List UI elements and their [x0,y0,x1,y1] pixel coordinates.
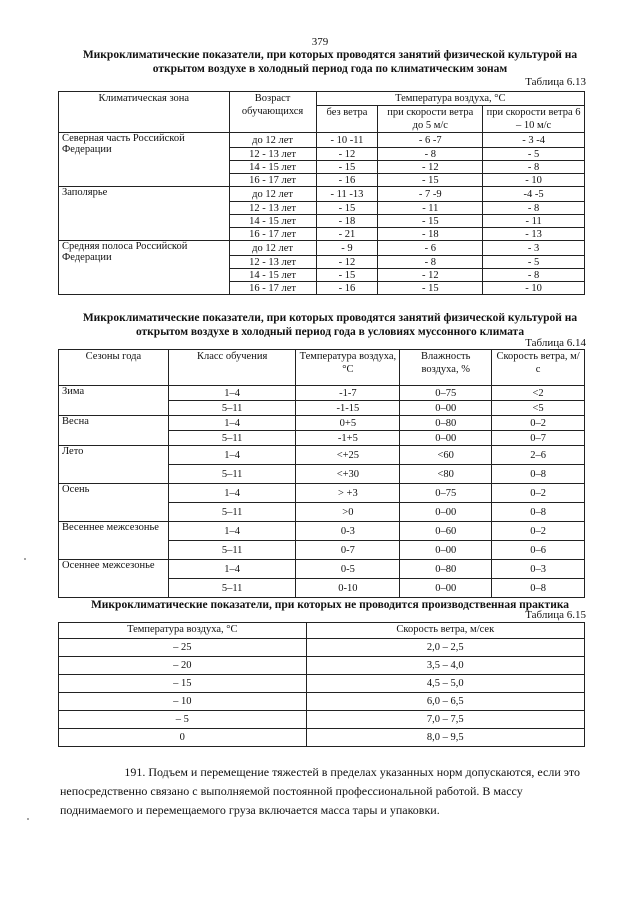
age-cell: 14 - 15 лет [229,215,316,228]
table-row [59,729,585,747]
wind-speed-cell: 3,5 – 4,0 [306,657,584,675]
wind-speed-cell: 7,0 – 7,5 [306,711,584,729]
age-cell: 12 - 13 лет [229,148,316,161]
temp-wind-10-cell: - 5 [483,256,585,269]
wind-speed-cell: 0–2 [492,522,585,541]
table-row [59,484,585,503]
age-cell: 12 - 13 лет [229,202,316,215]
class-cell: 1–4 [168,560,296,579]
humidity-cell: 0–80 [400,560,492,579]
table-row [59,386,585,401]
temperature-cell: 0-3 [296,522,400,541]
temp-wind-5-cell: - 15 [378,282,483,295]
age-cell: до 12 лет [229,133,316,148]
wind-speed-cell: 0–8 [492,503,585,522]
table-613-title [50,48,610,76]
humidity-cell: 0–75 [400,484,492,503]
temp-no-wind-cell: - 10 -11 [316,133,378,148]
temp-no-wind-cell: - 15 [316,269,378,282]
age-cell: 16 - 17 лет [229,174,316,187]
wind-speed-cell: 2–6 [492,446,585,465]
temperature-cell: >0 [296,503,400,522]
temperature-cell: -1-15 [296,401,400,416]
paragraph-line-3: поднимаемого и перемещаемого груза включается масса тары и упаковки. [60,803,440,817]
class-cell: 5–11 [168,431,296,446]
wind-speed-cell: 0–7 [492,431,585,446]
header-climate-zone: Климатическая зона [59,92,230,133]
table-row [59,522,585,541]
header-air-temperature: Температура воздуха, °С [59,623,307,639]
temperature-cell: > +3 [296,484,400,503]
page-number: 379 [311,36,329,48]
climate-zone-cell: Средняя полоса Российской Федерации [59,241,230,295]
wind-speed-cell: <2 [492,386,585,401]
temperature-cell: 0-10 [296,579,400,598]
temp-wind-10-cell: - 8 [483,161,585,174]
table-614 [58,349,585,598]
humidity-cell: 0–00 [400,541,492,560]
table-614-title [50,311,610,339]
humidity-cell: <80 [400,465,492,484]
temp-wind-5-cell: - 8 [378,256,483,269]
temp-wind-10-cell: - 13 [483,228,585,241]
header-wind-10: при скорости ветра 6 – 10 м/с [483,106,585,133]
table-615 [58,622,585,747]
age-cell: до 12 лет [229,241,316,256]
temp-no-wind-cell: - 9 [316,241,378,256]
header-wind-speed: Скорость ветра, м/с [492,350,585,386]
header-season: Сезоны года [59,350,169,386]
age-cell: до 12 лет [229,187,316,202]
scan-speck [24,558,26,560]
temperature-cell: – 20 [59,657,307,675]
header-class: Класс обучения [168,350,296,386]
humidity-cell: 0–75 [400,386,492,401]
table-613-body [59,133,585,295]
season-cell: Весна [59,416,169,446]
temp-no-wind-cell: - 11 -13 [316,187,378,202]
class-cell: 1–4 [168,446,296,465]
humidity-cell: 0–60 [400,522,492,541]
wind-speed-cell: 0–3 [492,560,585,579]
temp-no-wind-cell: - 15 [316,161,378,174]
temp-wind-10-cell: - 8 [483,269,585,282]
climate-zone-cell: Северная часть Российской Федерации [59,133,230,187]
temp-no-wind-cell: - 18 [316,215,378,228]
table-row [59,639,585,657]
temperature-cell: 0-5 [296,560,400,579]
temp-wind-10-cell: - 3 [483,241,585,256]
class-cell: 5–11 [168,541,296,560]
temp-no-wind-cell: - 21 [316,228,378,241]
paragraph-line-1: 191. Подъем и перемещение тяжестей в пределах указанных норм допускаются, если это [124,765,580,779]
table-row [59,241,585,256]
temp-no-wind-cell: - 16 [316,174,378,187]
table-row [59,416,585,431]
season-cell: Осеннее межсезонье [59,560,169,598]
table-row [59,693,585,711]
paragraph-191 [60,763,580,820]
temp-wind-5-cell: - 18 [378,228,483,241]
humidity-cell: 0–80 [400,416,492,431]
table-row [59,133,585,148]
humidity-cell: 0–00 [400,579,492,598]
temp-wind-5-cell: - 15 [378,215,483,228]
temperature-cell: <+30 [296,465,400,484]
temperature-cell: 0+5 [296,416,400,431]
temperature-cell: – 10 [59,693,307,711]
temp-wind-5-cell: - 15 [378,174,483,187]
table-row [59,711,585,729]
temp-wind-10-cell: -4 -5 [483,187,585,202]
season-cell: Лето [59,446,169,484]
header-wind-5: при скорости ветра до 5 м/с [378,106,483,133]
temperature-cell: 0-7 [296,541,400,560]
header-wind-speed: Скорость ветра, м/сек [306,623,584,639]
temp-wind-5-cell: - 6 [378,241,483,256]
wind-speed-cell: 0–8 [492,465,585,484]
class-cell: 5–11 [168,401,296,416]
header-temperature: Температура воздуха, °С [296,350,400,386]
table-row [59,657,585,675]
table-613-title-line1: Микроклиматические показатели, при которых проводятся занятий физической культурой на [82,49,578,61]
temp-wind-10-cell: - 5 [483,148,585,161]
wind-speed-cell: 8,0 – 9,5 [306,729,584,747]
temp-wind-5-cell: - 6 -7 [378,133,483,148]
header-age: Возраст обучающихся [229,92,316,133]
temperature-cell: – 5 [59,711,307,729]
class-cell: 1–4 [168,484,296,503]
header-no-wind: без ветра [316,106,378,133]
temp-wind-10-cell: - 10 [483,282,585,295]
scan-speck [27,818,29,820]
temperature-cell: <+25 [296,446,400,465]
table-613-title-line2: открытом воздухе в холодный период года по климатическим зонам [152,63,508,75]
wind-speed-cell: 4,5 – 5,0 [306,675,584,693]
wind-speed-cell: 6,0 – 6,5 [306,693,584,711]
humidity-cell: <60 [400,446,492,465]
table-614-body [59,386,585,598]
table-row [59,446,585,465]
wind-speed-cell: 0–2 [492,416,585,431]
temp-wind-10-cell: - 11 [483,215,585,228]
season-cell: Зима [59,386,169,416]
humidity-cell: 0–00 [400,431,492,446]
header-humidity: Влажность воздуха, % [400,350,492,386]
class-cell: 1–4 [168,386,296,401]
table-614-label: Таблица 6.14 [525,337,586,349]
temp-no-wind-cell: - 12 [316,256,378,269]
humidity-cell: 0–00 [400,503,492,522]
wind-speed-cell: 0–2 [492,484,585,503]
temp-wind-10-cell: - 10 [483,174,585,187]
temp-wind-5-cell: - 8 [378,148,483,161]
temp-no-wind-cell: - 16 [316,282,378,295]
temperature-cell: -1-7 [296,386,400,401]
table-614-title-line1: Микроклиматические показатели, при которых проводятся занятий физической культурой на [82,312,578,324]
class-cell: 1–4 [168,522,296,541]
table-615-label: Таблица 6.15 [525,609,586,621]
table-row [59,560,585,579]
temperature-cell: -1+5 [296,431,400,446]
table-613 [58,91,585,295]
wind-speed-cell: 0–8 [492,579,585,598]
table-614-title-line2: открытом воздухе в холодный период года в условиях муссонного климата [135,326,525,338]
season-cell: Осень [59,484,169,522]
table-row [59,187,585,202]
age-cell: 16 - 17 лет [229,228,316,241]
class-cell: 5–11 [168,503,296,522]
paragraph-line-2: непосредственно связано с выполняемой постоянной профессиональной работой. В массу [60,784,523,798]
table-615-body [59,639,585,747]
class-cell: 1–4 [168,416,296,431]
humidity-cell: 0–00 [400,401,492,416]
age-cell: 14 - 15 лет [229,161,316,174]
header-air-temperature: Температура воздуха, °С [316,92,584,106]
temp-wind-10-cell: - 8 [483,202,585,215]
temperature-cell: – 25 [59,639,307,657]
table-row [59,675,585,693]
age-cell: 14 - 15 лет [229,269,316,282]
class-cell: 5–11 [168,465,296,484]
class-cell: 5–11 [168,579,296,598]
temp-wind-10-cell: - 3 -4 [483,133,585,148]
wind-speed-cell: <5 [492,401,585,416]
temp-wind-5-cell: - 7 -9 [378,187,483,202]
wind-speed-cell: 2,0 – 2,5 [306,639,584,657]
temp-no-wind-cell: - 15 [316,202,378,215]
temp-no-wind-cell: - 12 [316,148,378,161]
temperature-cell: 0 [59,729,307,747]
season-cell: Весеннее межсезонье [59,522,169,560]
temp-wind-5-cell: - 12 [378,269,483,282]
table-615-title: Микроклиматические показатели, при которых не проводится производственная практика [90,599,570,611]
temp-wind-5-cell: - 11 [378,202,483,215]
wind-speed-cell: 0–6 [492,541,585,560]
temp-wind-5-cell: - 12 [378,161,483,174]
age-cell: 16 - 17 лет [229,282,316,295]
temperature-cell: – 15 [59,675,307,693]
table-613-label: Таблица 6.13 [525,76,586,88]
age-cell: 12 - 13 лет [229,256,316,269]
climate-zone-cell: Заполярье [59,187,230,241]
